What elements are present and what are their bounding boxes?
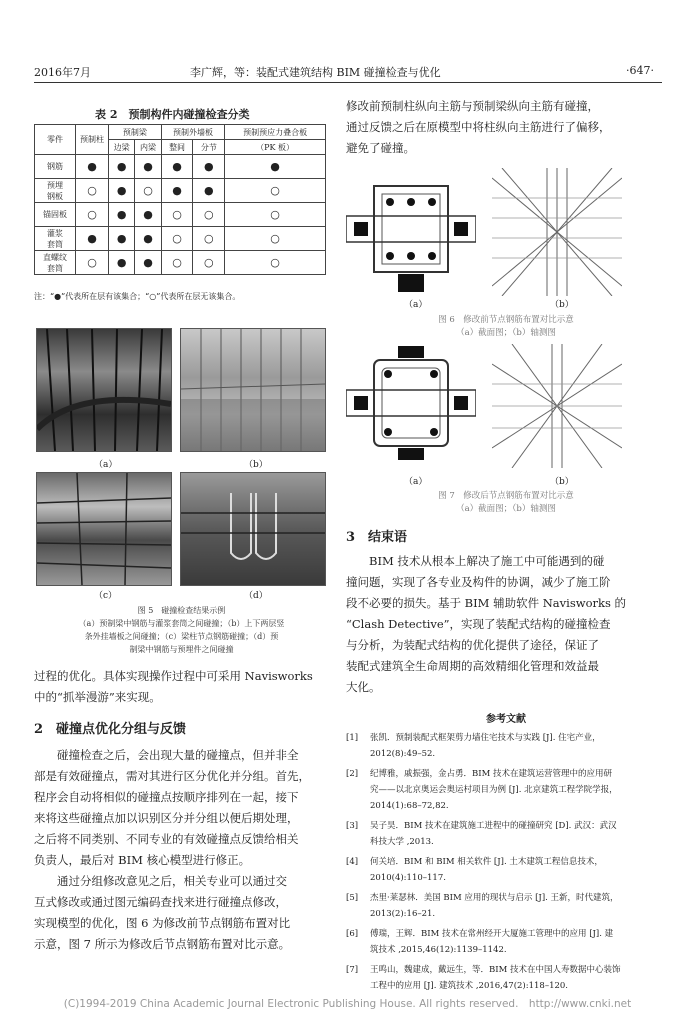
table2-cell: ● (193, 179, 225, 203)
table2-cell: ● (109, 251, 135, 275)
fig6-caption-sub: （a）截面图；（b）轴测图 (456, 328, 556, 338)
fig5-caption-line: 条外挂墙板之间碰撞；（c）梁柱节点钢筋碰撞；（d）预 (84, 632, 279, 641)
fig7b-axonometric-drawing (492, 344, 622, 468)
section2-title: 2 碰撞点优化分组与反馈 (34, 722, 187, 737)
reference-number: [5] (346, 893, 359, 903)
fig6-caption-title: 图 6 修改前节点钢筋布置对比示意 (438, 315, 574, 325)
footer-copyright: (C)1994-2019 China Academic Journal Electronic Publishing House. All rights reserved. http://www.cnki.net (63, 998, 632, 1010)
th-pk: 预制预应力叠合板 (225, 125, 326, 140)
reference-item (346, 926, 664, 958)
table2-cell: ○ (135, 179, 161, 203)
reference-text (370, 818, 664, 850)
text-line: 避免了碰撞。 (346, 141, 415, 155)
reference-line: 工程中的应用 [J]. 建筑技术 ,2016,47(2):118–120. (370, 981, 569, 991)
table2-cell: ○ (161, 251, 193, 275)
th-beam: 预制梁 (109, 125, 162, 140)
table2 (34, 124, 326, 275)
header-page-number: ·647· (626, 64, 654, 77)
reference-item (346, 766, 664, 814)
table2-cell: ○ (225, 203, 326, 227)
text-line: 过程的优化。具体实现操作过程中可采用 Navisworks (34, 669, 313, 683)
reference-number: [6] (346, 929, 359, 939)
fig6b-axonometric-drawing (492, 168, 622, 296)
section3-title: 3 结束语 (346, 530, 408, 545)
fig5a-photo (36, 328, 172, 452)
reference-item (346, 890, 664, 922)
fig5a-rebar-graphic (37, 329, 171, 451)
fig5-caption-line: 制梁中钢筋与预埋件之间碰撞 (129, 645, 234, 654)
fig6b-label: （b） (550, 300, 574, 310)
fig7-caption-sub: （a）截面图；（b）轴测图 (456, 504, 556, 514)
table2-cell: ● (76, 227, 109, 251)
fig5-caption (34, 604, 329, 656)
table2-cell: ● (76, 155, 109, 179)
table2-cell: ● (135, 251, 161, 275)
fig7-caption (346, 490, 666, 516)
text-line: 部是有效碰撞点，需对其进行区分优化并分组。首先， (34, 769, 310, 783)
th-pk-sub: （PK 板） (225, 140, 326, 155)
table2-cell: ● (135, 227, 161, 251)
th-column: 预制柱 (76, 125, 109, 155)
fig7a-label: （a） (404, 477, 428, 487)
text-line: BIM 技术从根本上解决了施工中可能遇到的碰 (346, 554, 605, 568)
fig5c-joint-graphic (37, 473, 171, 585)
table2-row-name: 灌浆 套筒 (35, 227, 76, 251)
table2-row-name: 钢筋 (35, 155, 76, 179)
th-slab: 预制外墙板 (161, 125, 225, 140)
table2-cell: ○ (225, 227, 326, 251)
table2-caption: 表 2 预制构件内碰撞检查分类 (95, 108, 250, 121)
reference-item (346, 818, 664, 850)
fig7-caption-title: 图 7 修改后节点钢筋布置对比示意 (438, 491, 574, 501)
text-line: “Clash Detective”，实现了装配式结构的碰撞检查 (346, 617, 611, 631)
reference-line: 科技大学 ,2013. (370, 837, 434, 847)
reference-line: 吴子昊．BIM 技术在建筑施工进程中的碰撞研究 [D]. 武汉：武汉 (370, 821, 617, 831)
fig5d-beam-graphic (181, 473, 325, 585)
table2-cell: ○ (76, 203, 109, 227)
fig5c-label: （c） (94, 591, 118, 601)
fig7b-label: （b） (550, 477, 574, 487)
fig7a-section-drawing (346, 346, 476, 462)
table2-row (35, 179, 326, 203)
fig5d-photo (180, 472, 326, 586)
fig5c-photo (36, 472, 172, 586)
text-line: 与分析，为装配式结构的优化提供了途径，保证了 (346, 638, 599, 652)
table2-row (35, 227, 326, 251)
th-segment: 分节 (193, 140, 225, 155)
reference-number: [7] (346, 965, 359, 975)
table2-cell: ● (109, 227, 135, 251)
header-rule (34, 82, 662, 83)
table2-cell: ○ (193, 203, 225, 227)
right-intro (346, 96, 666, 159)
reference-line: 何关培．BIM 和 BIM 相关软件 [J]. 土木建筑工程信息技术， (370, 857, 603, 867)
header-title: 李广辉，等：装配式建筑结构 BIM 碰撞检查与优化 (190, 66, 441, 79)
fig5b-label: （b） (244, 460, 268, 470)
fig5-caption-title: 图 5 碰撞检查结果示例 (137, 606, 226, 615)
left-para-end (34, 666, 334, 708)
reference-item (346, 962, 664, 994)
fig5-caption-line: （a）预制梁中钢筋与灌浆套筒之间碰撞；（b）上下两层竖 (78, 619, 285, 628)
table2-cell: ○ (225, 251, 326, 275)
reference-item (346, 730, 664, 762)
text-line: 示意，图 7 所示为修改后节点钢筋布置对比示意。 (34, 937, 291, 951)
reference-text (370, 766, 664, 814)
table2-row-name: 直螺纹 套筒 (35, 251, 76, 275)
table2-cell: ● (161, 179, 193, 203)
table2-cell: ● (109, 203, 135, 227)
table2-cell: ○ (161, 227, 193, 251)
reference-line: 2014(1):68–72,82. (370, 801, 449, 811)
text-line: 之后将不同类别、不同专业的有效碰撞点反馈给相关 (34, 832, 299, 846)
text-line: 实现模型的优化，图 6 为修改前节点钢筋布置对比 (34, 916, 291, 930)
table2-cell: ○ (193, 227, 225, 251)
text-line: 负责人，最后对 BIM 核心模型进行修正。 (34, 853, 251, 867)
reference-line: 纪博雅，戚振强，金占勇．BIM 技术在建筑运营管理中的应用研 (370, 769, 613, 779)
text-line: 撞问题，实现了各专业及构件的协调，减少了施工阶 (346, 575, 611, 589)
reference-line: 究——以北京奥运会奥运村项目为例 [J]. 北京建筑工程学院学报， (370, 785, 618, 795)
reference-line: 筑技术 ,2015,46(12):1139–1142. (370, 945, 507, 955)
table2-row (35, 203, 326, 227)
table2-cell: ○ (225, 179, 326, 203)
table2-note: 注：“●”代表所在层有该集合；“○”代表所在层无该集合。 (34, 292, 241, 301)
table2-row (35, 155, 326, 179)
text-line: 互式修改或通过图元编码查找来进行碰撞点修改， (34, 895, 287, 909)
reference-line: 2013(2):16–21. (370, 909, 436, 919)
table2-row-name: 预埋 钢板 (35, 179, 76, 203)
reference-number: [2] (346, 769, 359, 779)
text-line: 段不必要的损失。基于 BIM 辅助软件 Navisworks 的 (346, 596, 627, 610)
th-inner-beam: 内梁 (135, 140, 161, 155)
reference-text (370, 962, 664, 994)
text-line: 中的“抓举漫游”来实现。 (34, 690, 161, 704)
references-title: 参考文献 (486, 714, 526, 725)
text-line: 通过反馈之后在原模型中将柱纵向主筋进行了偏移， (346, 120, 611, 134)
header-date: 2016年7月 (34, 66, 91, 79)
reference-line: 2012(8):49–52. (370, 749, 436, 759)
fig5b-wall-graphic (181, 329, 325, 451)
table2-cell: ● (109, 179, 135, 203)
section2-body (34, 745, 334, 955)
reference-line: 2010(4):110–117. (370, 873, 446, 883)
table2-cell: ○ (76, 251, 109, 275)
table2-cell: ● (109, 155, 135, 179)
text-line: 装配式建筑全生命周期的高效精细化管理和效益最 (346, 659, 599, 673)
table2-row (35, 251, 326, 275)
table2-cell: ● (135, 155, 161, 179)
table2-cell: ● (161, 155, 193, 179)
reference-line: 傅瑞，王辉．BIM 技术在常州经开大厦施工管理中的应用 [J]. 建 (370, 929, 614, 939)
reference-text (370, 890, 664, 922)
text-line: 修改前预制柱纵向主筋与预制梁纵向主筋有碰撞， (346, 99, 599, 113)
reference-line: 张凯．预制装配式框架剪力墙住宅技术与实践 [J]. 住宅产业， (370, 733, 601, 743)
reference-text (370, 854, 664, 886)
text-line: 程序会自动将相似的碰撞点按顺序排列在一起，接下 (34, 790, 299, 804)
th-component: 零件 (35, 125, 76, 155)
table2-cell: ● (135, 203, 161, 227)
text-line: 通过分组修改意见之后，相关专业可以通过交 (34, 874, 287, 888)
table2-cell: ○ (76, 179, 109, 203)
th-side-beam: 边梁 (109, 140, 135, 155)
fig5b-photo (180, 328, 326, 452)
text-line: 碰撞检查之后，会出现大量的碰撞点，但并非全 (34, 748, 299, 762)
fig6a-section-drawing (346, 178, 476, 296)
reference-text (370, 730, 664, 762)
reference-item (346, 854, 664, 886)
fig5d-label: （d） (244, 591, 268, 601)
reference-number: [4] (346, 857, 359, 867)
section3-body (346, 551, 666, 698)
fig6a-label: （a） (404, 300, 428, 310)
fig6-caption (346, 314, 666, 340)
reference-line: 王鸣山，魏建成，戴远生，等．BIM 技术在中国人寿数据中心装饰 (370, 965, 621, 975)
reference-line: 杰里·莱瑟林．美国 BIM 应用的现状与启示 [J]. 王新，时代建筑， (370, 893, 619, 903)
table2-cell: ● (225, 155, 326, 179)
text-line: 来将这些碰撞点加以识别区分并分组以便后期处理， (34, 811, 299, 825)
fig5a-label: （a） (94, 460, 118, 470)
th-whole: 整间 (161, 140, 193, 155)
reference-number: [1] (346, 733, 359, 743)
table2-cell: ○ (161, 203, 193, 227)
reference-number: [3] (346, 821, 359, 831)
table2-cell: ● (193, 155, 225, 179)
reference-text (370, 926, 664, 958)
table2-row-name: 锚固板 (35, 203, 76, 227)
table2-cell: ○ (193, 251, 225, 275)
text-line: 大化。 (346, 680, 381, 694)
